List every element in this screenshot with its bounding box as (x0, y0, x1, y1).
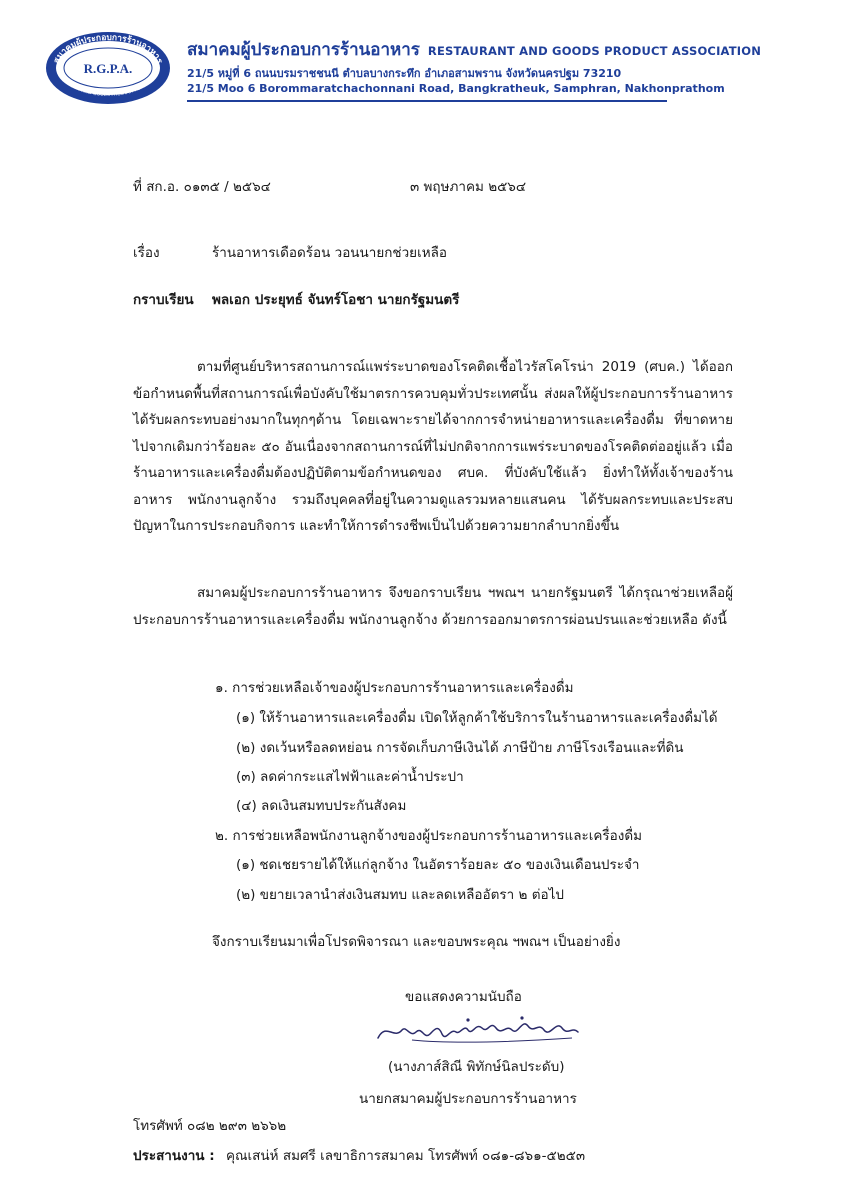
list-heading-2: ๒. การช่วยเหลือพนักงานลูกจ้างของผู้ประกอบการร้านอาหารและเครื่องดื่ม (215, 828, 642, 844)
paragraph-2-text: สมาคมผู้ประกอบการร้านอาหาร จึงขอกราบเรียน ฯพณฯ นายกรัฐมนตรี ได้กรุณาช่วยเหลือผู้ประกอบการร้านอาหารและเครื่องดื่ม พนักงานลูกจ้าง ด้วยการออกมาตรการผ่อนปรนและช่วยเหลือ ดังนี้ (133, 585, 733, 628)
coordinator-label: ประสานงาน : (133, 1148, 215, 1164)
contact-phone: โทรศัพท์ ๐๘๒ ๒๙๓ ๒๖๖๒ (133, 1118, 287, 1134)
list-item: (๒) งดเว้นหรือลดหย่อน การจัดเก็บภาษีเงินได้ ภาษีป้าย ภาษีโรงเรือนและที่ดิน (236, 740, 684, 756)
paragraph-1-text: ตามที่ศูนย์บริหารสถานการณ์แพร่ระบาดของโรคติดเชื้อไวรัสโคโรน่า 2019 (ศบค.) ได้ออกข้อกำหนดพื้นที่สถานการณ์เพื่อบังคับใช้มาตรการควบคุมทั่วประเทศนั้น ส่งผลให้ผู้ประกอบการร้านอาหารได้รับผลกระทบอย่างมากในทุกๆด้าน โดยเฉพาะรายได้จากการจำหน่ายอาหารและเครื่องดื่ม ที่ขาดหายไปจากเดิมกว่าร้อยละ ๕๐ อันเนื่องจากสถานการณ์ที่ไม่ปกติจากการแพร่ระบาดของโรคติดต่ออยู่แล้ว เมื่อร้านอาหารและเครื่องดื่มต้องปฏิบัติตามข้อกำหนดของ ศบค. ที่บังคับใช้แล้ว ยิ่งทำให้ทั้งเจ้าของร้านอาหาร พนักงานลูกจ้าง รวมถึงบุคคลที่อยู่ในความดูแลรวมหลายแสนคน ได้รับผลกระทบและประสบปัญหาในการประกอบกิจการ และทำให้การดำรงชีพเป็นไปด้วยความยากลำบากยิ่งขึ้น (133, 359, 733, 534)
coordinator-info: คุณเสน่ห์ สมศรี เลขาธิการสมาคม โทรศัพท์ ๐๘๑-๘๖๑-๕๒๕๓ (226, 1148, 586, 1164)
subject-label: เรื่อง (133, 245, 160, 261)
logo-ring-bottom-text: RESTAURANT AND GOODS PRODUCT ASSOCIATION (57, 69, 159, 99)
list-heading-1: ๑. การช่วยเหลือเจ้าของผู้ประกอบการร้านอาหารและเครื่องดื่ม (215, 680, 574, 696)
sign-off: ขอแสดงความนับถือ (405, 989, 522, 1005)
closing-line: จึงกราบเรียนมาเพื่อโปรดพิจารณา และขอบพระคุณ ฯพณฯ เป็นอย่างยิ่ง (212, 934, 621, 950)
letterhead-divider (187, 100, 667, 102)
body-paragraph-2 (133, 580, 733, 633)
list-item: (๑) ชดเชยรายได้ให้แก่ลูกจ้าง ในอัตราร้อยละ ๕๐ ของเงินเดือนประจำ (236, 857, 640, 873)
address-thai: 21/5 หมู่ที่ 6 ถนนบรมราชชนนี ตำบลบางกระทึก อำเภอสามพราน จังหวัดนครปฐม 73210 (187, 67, 622, 80)
org-name (187, 36, 761, 63)
logo-ring-top-text: สมาคมผู้ประกอบการร้านอาหาร (51, 32, 165, 66)
subject-text: ร้านอาหารเดือดร้อน วอนนายกช่วยเหลือ (212, 245, 447, 261)
reference-number: ที่ สก.อ. ๐๑๓๕ / ๒๕๖๔ (133, 179, 271, 195)
signatory-title: นายกสมาคมผู้ประกอบการร้านอาหาร (359, 1091, 577, 1107)
recipient: พลเอก ประยุทธ์ จันทร์โอชา นายกรัฐมนตรี (212, 292, 460, 308)
logo-text: R.G.P.A. (83, 61, 133, 76)
signatory-name: (นางภาส์สิณี พิทักษ์นิลประดับ) (388, 1059, 565, 1075)
org-name-th: สมาคมผู้ประกอบการร้านอาหาร (187, 40, 420, 60)
address-english: 21/5 Moo 6 Borommaratchachonnani Road, Bangkratheuk, Samphran, Nakhonprathom (187, 82, 725, 95)
body-paragraph-1 (133, 354, 733, 540)
org-name-en: RESTAURANT AND GOODS PRODUCT ASSOCIATION (427, 44, 762, 58)
list-item: (๑) ให้ร้านอาหารและเครื่องดื่ม เปิดให้ลูกค้าใช้บริการในร้านอาหารและเครื่องดื่มได้ (236, 710, 718, 726)
association-logo (44, 30, 172, 106)
list-item: (๔) ลดเงินสมทบประกันสังคม (236, 798, 407, 814)
handwritten-signature (372, 1010, 587, 1050)
letter-date: ๓ พฤษภาคม ๒๕๖๔ (410, 179, 527, 195)
salutation-label: กราบเรียน (133, 292, 194, 308)
list-item: (๒) ขยายเวลานำส่งเงินสมทบ และลดเหลืออัตรา ๒ ต่อไป (236, 887, 564, 903)
list-item: (๓) ลดค่ากระแสไฟฟ้าและค่าน้ำประปา (236, 769, 464, 785)
